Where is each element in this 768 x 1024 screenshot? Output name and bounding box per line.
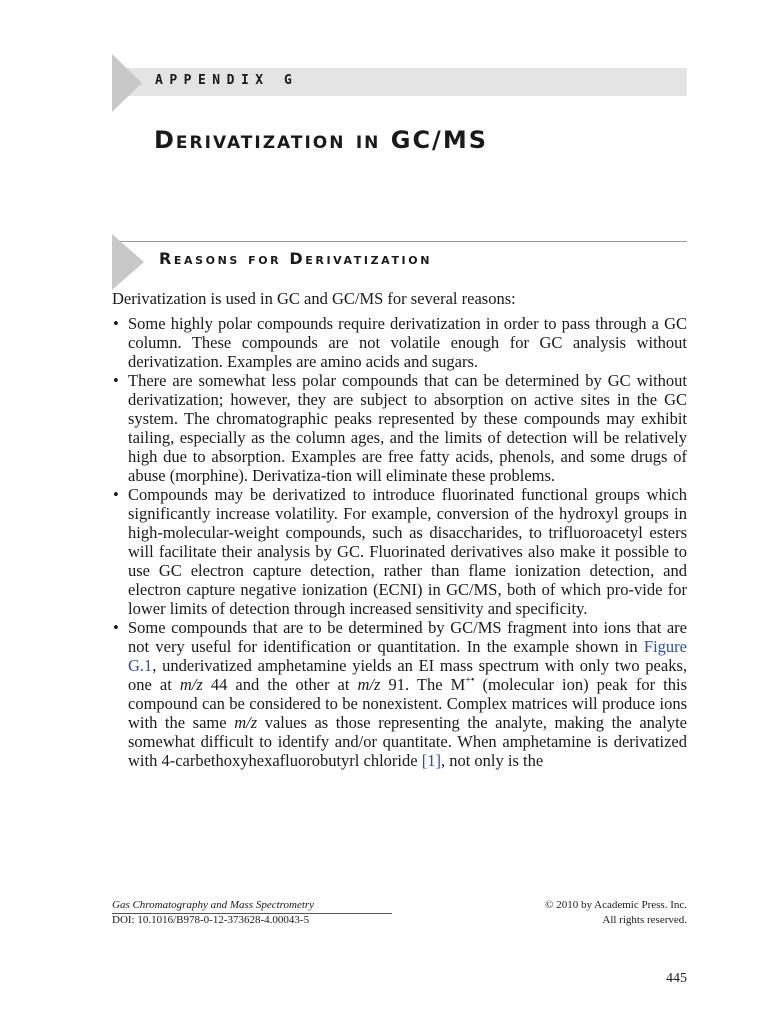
italic-mz: m/z	[234, 713, 258, 732]
italic-mz: m/z	[357, 675, 381, 694]
book-title: Gas Chromatography and Mass Spectrometry	[112, 899, 315, 911]
list-item: • There are somewhat less polar compounds that can be determined by GC without derivatization; however, they are subject to absorption on active sites in the GC system. The chromatographic peaks represented by these compounds may exhibit tailing, especially as the column ages, and the limits of detection will be relatively high due to absorption. Examples are free fatty acids, phenols, and some drugs of abuse (morphine). Derivatiza-tion will eliminate these problems.	[112, 371, 687, 485]
text-segment: values as those representing the analyte, making the analyte somewhat difficult to identify and/or quantitate. When amphetamine is derivatized with 4-carbethoxyhexafluorobutyrl chloride	[128, 713, 687, 770]
text-segment: (molecular ion) peak for this compound can be considered to be nonexistent. Complex matrices will produce ions with the same	[128, 675, 688, 732]
reference-link[interactable]: [1]	[421, 751, 441, 770]
doi[interactable]: DOI: 10.1016/B978-0-12-373628-4.00043-5	[112, 914, 310, 926]
italic-mz: m/z	[179, 675, 203, 694]
section-arrow-icon	[112, 234, 144, 290]
figure-link[interactable]: Figure G.1	[128, 637, 687, 675]
rights: All rights reserved.	[602, 914, 687, 926]
reasons-list	[112, 314, 687, 770]
text-segment: , underivatized amphetamine yields an EI mass spectrum with only two peaks, one at	[128, 656, 687, 694]
page-number: 445	[666, 971, 687, 986]
appendix-arrow-icon	[112, 54, 142, 112]
section-rule	[112, 241, 687, 242]
list-item: • Compounds may be derivatized to introduce fluorinated functional groups which significantly increase volatility. For example, conversion of the hydroxyl groups in high-molecular-weight compounds, such as disaccharides, to trifluoroacetyl esters will facilitate their analysis by GC. Fluorinated derivatives also make it possible to use GC electron capture detection, rather than flame ionization detection, and electron capture negative ionization (ECNI) in GC/MS, both of which pro-vide for lower limits of detection through increased sensitivity and specificity.	[112, 485, 687, 618]
list-item	[112, 618, 687, 770]
appendix-label: APPENDIX G	[155, 73, 299, 88]
superscript: +•	[465, 675, 475, 686]
copyright: © 2010 by Academic Press. Inc.	[545, 899, 687, 911]
chapter-title-acronym: GC/MS	[380, 126, 488, 154]
text-segment: 91. The M	[380, 675, 466, 694]
page-footer	[112, 899, 687, 927]
text-segment: Some compounds that are to be determined by GC/MS fragment into ions that are not very useful for identification or quantitation. In the example shown in	[128, 618, 687, 656]
text-segment: 44 and the other at	[202, 675, 358, 694]
text-segment: , not only is the	[440, 751, 544, 770]
body-text	[112, 289, 687, 770]
section-title: Reasons for Derivatization	[159, 249, 432, 268]
chapter-title	[154, 126, 488, 154]
chapter-title-text: Derivatization in	[154, 126, 381, 154]
list-item: • Some highly polar compounds require derivatization in order to pass through a GC column. These compounds are not volatile enough for GC analysis without derivatization. Examples are amino acids and sugars.	[112, 314, 687, 371]
intro-paragraph: Derivatization is used in GC and GC/MS for several reasons:	[112, 289, 516, 308]
